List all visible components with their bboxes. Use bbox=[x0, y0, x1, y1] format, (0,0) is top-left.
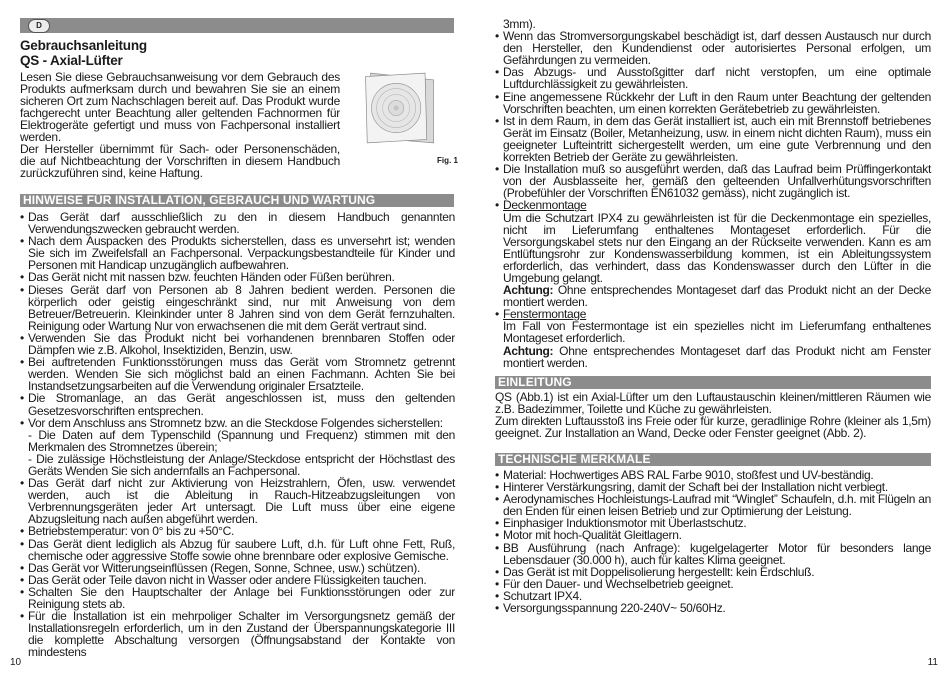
fenstermontage-warning: Achtung: Ohne entsprechendes Montageset darf das Produkt nicht am Fenster montiert werden. bbox=[503, 343, 931, 370]
list-item: • Schalten Sie den Hauptschalter der Anlage bei Funktionsstörungen oder zur Reinigung stets ab. bbox=[20, 584, 455, 611]
list-item: • Material: Hochwertiges ABS RAL Farbe 9010, stoßfest und UV-beständig. bbox=[495, 468, 874, 482]
list-item: • Für den Dauer- und Wechselbetrieb geeignet. bbox=[495, 576, 734, 591]
list-item: • Aerodynamisches Hochleistungs-Laufrad mit “Winglet” Schaufeln, d.h. mit Flügeln an den Enden für einen leisen Betrieb und zur Optimierung der Leistung. bbox=[495, 492, 931, 519]
list-item-deckenmontage: • Deckenmontage Um die Schutzart IPX4 zu gewährleisten ist für die Deckenmontage ein spezielles, nicht im Lieferumfang enthaltenes Montageset erforderlich. Für die Versorgungskabel stets nur den Eingang an der Rückseite verwenden. Kann es am Entlüftungsrohr zur Kondenswasserbildung kommen, ist ein Ableitungssystem erforderlich, das verhindert, dass das Kondenswasser durch den Lüfter in die Umgebung gelangt. Achtung: Ohne entsprechendes Montageset darf das Produkt nicht an der Decke montiert werden. bbox=[495, 198, 931, 310]
intro-paragraph: Lesen Sie diese Gebrauchsanweisung vor dem Gebrauch des Produkts aufmerksam durch und bewahren Sie sie an einem sicheren Ort zum Nachschlagen bereit auf. Das Produkt wurde fachgerecht unter Beachtung aller geltenden Fachnormen für Elektrogeräte gefertigt und muss von Fachpersonal installiert werden. bbox=[20, 70, 340, 144]
list-item: • Betriebstemperatur: von 0° bis zu +50°C. bbox=[20, 524, 235, 539]
list-item-anschluss: • Vor dem Anschluss ans Stromnetz bzw. an die Steckdose Folgendes sicherstellen: - Die Daten auf dem Typenschild (Spannung und Frequenz) stimmen mit den Merkmalen des Stromnetzes überein; - Die zulässige Höchstleistung der Anlage/Steckdose entspricht der Höchstlast des Geräts Wenden Sie sich andernfalls an Fachpersonal. bbox=[20, 415, 455, 478]
fenstermontage-text: Im Fall von Festermontage ist ein spezielles nicht im Lieferumfang enthaltenes Montageset erforderlich. bbox=[503, 319, 931, 346]
continued-text: 3mm). bbox=[503, 17, 536, 31]
einleitung-text bbox=[495, 391, 931, 439]
list-item: • Verwenden Sie das Produkt nicht bei vorhandenen brennbaren Stoffen oder Dämpfen wie z.B. Alkohol, Insektiziden, Benzin, usw. bbox=[20, 330, 455, 358]
language-bar bbox=[20, 18, 454, 33]
list-item: • Bei auftretenden Funktionsstörungen muss das Gerät vom Stromnetz getrennt werden. Wenden Sie sich möglichst bald an einen Fachmann. Achten Sie bei Instandsetzungsarbeiten auf die Verwendung originaler Ersatzteile. bbox=[20, 355, 455, 394]
list-item: • Dieses Gerät darf von Personen ab 8 Jahren bedient werden. Personen die körperlich oder geistig eingeschränkt sind, nur mit Anweisung von dem Betreuer/Betreuerin. Kleinkinder unter 8 Jahren sind von dem Gerät fernzuhalten. Reinigung oder Wartung Nur von erwachsenen die mit dem Gerät vertraut sind. bbox=[20, 282, 455, 333]
deckenmontage-warning: Achtung: Ohne entsprechendes Montageset darf das Produkt nicht an der Decke montiert werden. bbox=[503, 283, 931, 310]
list-item: • Die Stromanlage, an das Gerät angeschlossen ist, muss den geltenden Gesetzesvorschriften entsprechen. bbox=[20, 391, 455, 418]
list-item: • Ist in dem Raum, in dem das Gerät installiert ist, auch ein mit Brennstoff betriebenes Gerät im Einsatz (Boiler, Metanheizung, usw. in einem nicht dichten Raum), muss ein geeigneter Lufteintritt sichergestellt werden, um eine gute Verbrennung und den korrekten Betrieb der Geräte zu gewährleisten. bbox=[495, 113, 931, 165]
fenstermontage-heading: Fenstermontage bbox=[503, 307, 587, 322]
hinweise-list bbox=[20, 211, 455, 658]
einleitung-paragraph: QS (Abb.1) ist ein Axial-Lüfter um den Luftaustauschin kleinen/mittleren Räumen wie z.B. Badezimmer, Toilette und Küche zu gewährleisten. bbox=[495, 390, 931, 417]
intro-paragraph: Der Hersteller übernimmt für Sach- oder Personenschäden, die auf Nichtbeachtung der Vorschriften in diesem Handbuch zurückzuführen sind, keine Haftung. bbox=[20, 142, 340, 180]
section-heading-technische: TECHNISCHE MERKMALE bbox=[495, 453, 931, 466]
right-page bbox=[475, 0, 950, 674]
manual-title: Gebrauchsanleitung bbox=[20, 38, 147, 53]
anschluss-sub: - Die Daten auf dem Typenschild (Spannung und Frequenz) stimmen mit den Merkmalen des Stromnetzes überein; bbox=[28, 427, 455, 454]
list-item: • Das Gerät oder Teile davon nicht in Wasser oder andere Flüssigkeiten tauchen. bbox=[20, 572, 427, 587]
list-item: • Versorgungsspannung 220-240V~ 50/60Hz. bbox=[495, 601, 726, 616]
list-item: • Motor mit hoch-Qualität Gleitlagern. bbox=[495, 528, 682, 543]
list-item: • Für die Installation ist ein mehrpoliger Schalter im Versorgungsnetz gemäß der Installationsregeln erforderlich, um in den Zustand der Überspannungskategorie III die komplette Abschaltung versorgen (Öffnungsabstand der Kontakte von mindestens bbox=[20, 609, 455, 660]
deckenmontage-heading: Deckenmontage bbox=[503, 198, 587, 213]
axial-fan-figure bbox=[352, 63, 442, 153]
page-number-left: 10 bbox=[10, 657, 22, 668]
section-heading-einleitung: EINLEITUNG bbox=[495, 376, 931, 389]
einleitung-paragraph: Zum direkten Luftausstoß ins Freie oder für kurze, geradlinige Rohre (kleiner als 1,5m) geeignet. Zur Installation an Wand, Decke oder Fenster geeignet (Abb. 2). bbox=[495, 414, 931, 441]
intro-text bbox=[20, 71, 340, 179]
list-item: • Das Gerät vor Witterungseinflüssen (Regen, Sonne, Schnee, usw.) schützen). bbox=[20, 560, 421, 575]
list-item: • Einphasiger Induktionsmotor mit Überlastschutz. bbox=[495, 516, 747, 531]
list-item: • Das Gerät nicht mit nassen bzw. feuchten Händen oder Füßen berühren. bbox=[20, 270, 395, 285]
list-item: • Hinterer Verstärkungsring, damit der Schaft bei der Installation nicht verbiegt. bbox=[495, 480, 888, 495]
list-item: • Das Gerät darf ausschließlich zu den in diesem Handbuch genannten Verwendungszwecken gebraucht werden. bbox=[20, 210, 455, 237]
product-title: QS - Axial-Lüfter bbox=[20, 53, 123, 68]
page-number-right: 11 bbox=[927, 657, 938, 668]
list-item: • Schutzart IPX4. bbox=[495, 588, 582, 603]
warnings-continued bbox=[495, 18, 931, 369]
list-item: • Eine angemessene Rückkehr der Luft in den Raum unter Beachtung der geltenden Vorschriften beachten, um einen korrekten Gerätebetrieb zu gewährleisten. bbox=[495, 89, 931, 116]
list-item: • Die Installation muß so ausgeführt werden, daß das Laufrad beim Prüffingerkontakt von der Ausblasseite her, gemäß den gelteenden Unfallverhütungsvorschriften (Probefühler der Vorschriften EN61032 gemäss), nicht zugänglich ist. bbox=[495, 162, 931, 201]
list-item-fenstermontage: • Fenstermontage Im Fall von Festermontage ist ein spezielles nicht im Lieferumfang enthaltenes Montageset erforderlich. Achtung: Ohne entsprechendes Montageset darf das Produkt nicht am Fenster montiert werden. bbox=[495, 307, 931, 370]
list-item: • Das Abzugs- und Ausstoßgitter darf nicht verstopfen, um eine optimale Luftdurchlässigkeit zu gewährleisten. bbox=[495, 65, 931, 92]
list-item: • Das Gerät ist mit Doppelisolierung hergestellt: kein Erdschluß. bbox=[495, 564, 815, 579]
figure-label: Fig. 1 bbox=[437, 156, 458, 165]
section-heading-hinweise: HINWEISE FÜR INSTALLATION, GEBRAUCH UND WARTUNG bbox=[20, 194, 454, 207]
anschluss-sub: - Die zulässige Höchstleistung der Anlage/Steckdose entspricht der Höchstlast des Geräts Wenden Sie sich andernfalls an Fachpersonal. bbox=[28, 451, 455, 478]
list-item: • Wenn das Stromversorgungskabel beschädigt ist, darf dessen Austausch nur durch den Hersteller, den Kundendienst oder autorisiertes Personal erfolgen, um Gefährdungen zu vermeiden. bbox=[495, 29, 931, 68]
list-item: • Das Gerät darf nicht zur Aktivierung von Heizstrahlern, Öfen, usw. verwendet werden, auch ist die Ableitung in Rauch-Hitzeabzugsleitungen von Verbrennungsgeräten jeder Art untersagt. Die Luft muss über eine eigene Abzugsleitung nach außen abgeführt werden. bbox=[20, 476, 455, 527]
list-item: • Nach dem Auspacken des Produkts sicherstellen, dass es unversehrt ist; wenden Sie sich im Zweifelsfall an Fachpersonal. Verpackungsbestandteile für Kinder und Personen mit Handicap unzugänglich aufbewahren. bbox=[20, 234, 455, 273]
list-item: • Das Gerät dient lediglich als Abzug für saubere Luft, d.h. für Luft ohne Fett, Ruß, chemische oder aggressive Stoffe sowie ohne brennbare oder explosive Gemische. bbox=[20, 536, 455, 563]
deckenmontage-text: Um die Schutzart IPX4 zu gewährleisten ist für die Deckenmontage ein spezielles, nicht im Lieferumfang enthaltenes Montageset erforderlich. Für die Versorgungskabel stets nur den Eingang an der Rückseite verwenden. Kann es am Entlüftungsrohr zur Kondenswasserbildung kommen, ist ein Ableitungssystem erforderlich, das verhindert, dass das Kondenswasser durch den Lüfter in die Umgebung gelangt. bbox=[503, 210, 931, 285]
language-badge: D bbox=[28, 19, 50, 33]
list-item: • BB Ausführung (nach Anfrage): kugelgelagerter Motor für besonders lange Lebensdauer (30.000 h), auch für kaltes Klima geeignet. bbox=[495, 540, 931, 567]
technische-list bbox=[495, 469, 931, 614]
